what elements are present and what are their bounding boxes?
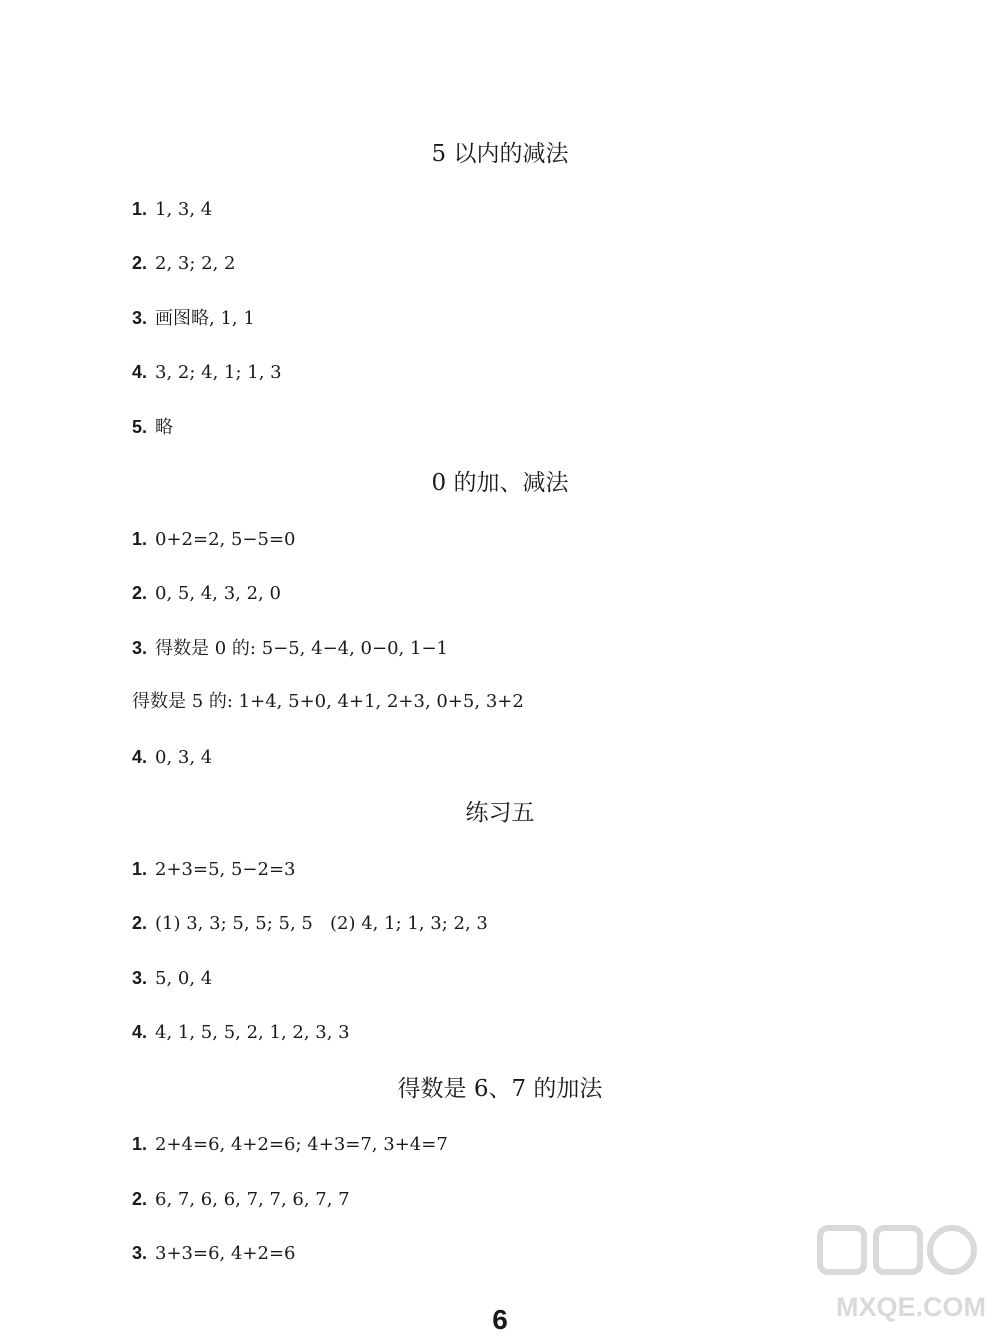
answer-text: 2+3=5, 5−2=3 xyxy=(155,859,296,880)
answer-text: 得数是 5 的: 1+4, 5+0, 4+1, 2+3, 0+5, 3+2 xyxy=(132,691,524,712)
item-number: 3. xyxy=(132,638,148,658)
answer-line xyxy=(132,966,212,991)
answer-line xyxy=(132,745,212,770)
item-number: 3. xyxy=(132,1243,148,1263)
answer-line xyxy=(132,857,296,882)
answer-line xyxy=(132,197,212,222)
item-number: 2. xyxy=(132,913,148,933)
answer-line xyxy=(132,1020,350,1045)
answer-text: 画图略, 1, 1 xyxy=(155,308,255,329)
answer-text: 3+3=6, 4+2=6 xyxy=(155,1243,296,1264)
answer-line xyxy=(132,1187,350,1212)
answer-text: 0, 5, 4, 3, 2, 0 xyxy=(155,583,281,604)
answer-text: 0, 3, 4 xyxy=(155,747,213,768)
answer-line xyxy=(132,251,236,276)
watermark-text: MXQE.COM xyxy=(835,1292,986,1322)
answer-line xyxy=(132,306,255,331)
answer-text: (1) 3, 3; 5, 5; 5, 5 (2) 4, 1; 1, 3; 2, 3 xyxy=(155,913,488,934)
item-number: 2. xyxy=(132,1189,148,1209)
item-number: 2. xyxy=(132,253,148,273)
item-number: 4. xyxy=(132,362,148,382)
item-number: 1. xyxy=(132,199,148,219)
section-title: 练习五 xyxy=(465,800,535,826)
answer-line xyxy=(132,1241,296,1266)
section-title: 得数是 6、7 的加法 xyxy=(397,1076,603,1102)
section-title: 5 以内的减法 xyxy=(431,141,569,167)
item-number: 1. xyxy=(132,1134,148,1154)
page-number: 6 xyxy=(492,1304,508,1335)
answer-text: 1, 3, 4 xyxy=(155,199,213,220)
answer-line xyxy=(132,1132,448,1157)
item-number: 4. xyxy=(132,747,148,767)
answer-text: 3, 2; 4, 1; 1, 3 xyxy=(155,362,282,383)
answer-line xyxy=(132,911,488,936)
item-number: 1. xyxy=(132,529,148,549)
answer-text: 得数是 0 的: 5−5, 4−4, 0−0, 1−1 xyxy=(155,638,448,659)
answer-line xyxy=(132,636,448,661)
answer-line xyxy=(132,527,296,552)
item-number: 3. xyxy=(132,308,148,328)
answer-text: 略 xyxy=(155,417,174,438)
answer-line xyxy=(132,581,281,606)
answer-line xyxy=(132,415,173,440)
answer-text: 4, 1, 5, 5, 2, 1, 2, 3, 3 xyxy=(155,1022,350,1043)
answer-text: 5, 0, 4 xyxy=(155,968,213,989)
item-number: 3. xyxy=(132,968,148,988)
answer-text: 6, 7, 6, 6, 7, 7, 6, 7, 7 xyxy=(155,1189,350,1210)
answer-line xyxy=(132,360,282,385)
item-number: 4. xyxy=(132,1022,148,1042)
item-number: 5. xyxy=(132,417,148,437)
answer-line xyxy=(132,690,524,714)
section-title: 0 的加、减法 xyxy=(431,470,569,496)
answer-text: 2+4=6, 4+2=6; 4+3=7, 3+4=7 xyxy=(155,1134,448,1155)
item-number: 2. xyxy=(132,583,148,603)
answer-text: 0+2=2, 5−5=0 xyxy=(155,529,296,550)
item-number: 1. xyxy=(132,859,148,879)
answer-text: 2, 3; 2, 2 xyxy=(155,253,236,274)
